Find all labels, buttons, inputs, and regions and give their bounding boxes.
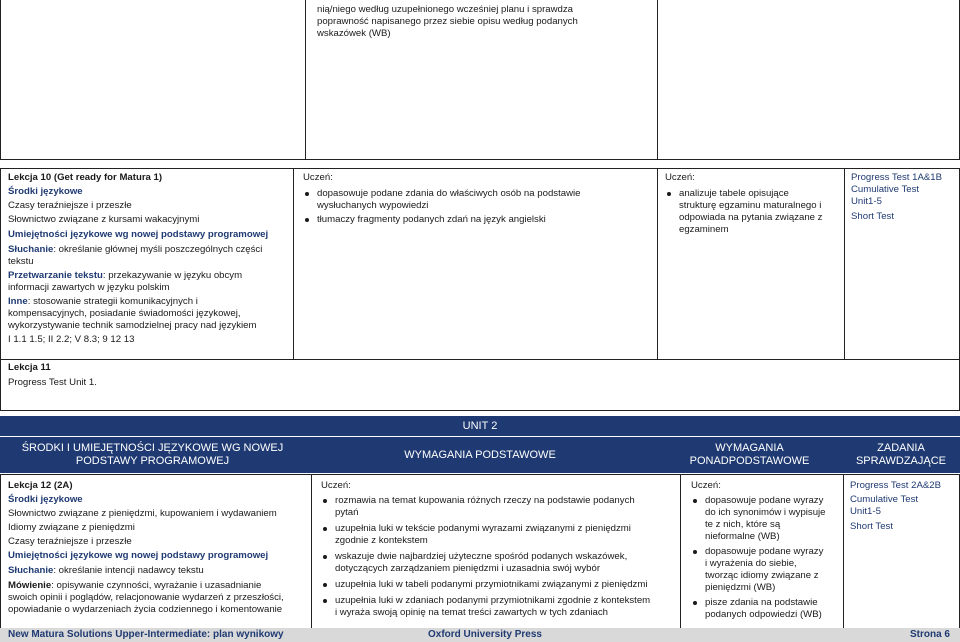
skill-label: Słuchanie [8, 565, 54, 576]
text-line: wskazówek (WB) [317, 28, 391, 39]
uczen-label: Uczeń: [321, 480, 351, 491]
lesson11-row [8, 362, 408, 389]
text-line: strukturę egzaminu maturalnego i [679, 200, 822, 211]
skill-text: kompensacyjnych, posiadanie świadomości językowej, [8, 308, 241, 319]
column-divider [293, 169, 294, 359]
text-line: dopasowuje podane wyrazy [705, 546, 824, 557]
text-line: dopasowuje podane wyrazy [705, 495, 824, 506]
header-text: PONADPODSTAWOWE [689, 455, 810, 467]
column-divider [311, 475, 312, 628]
text-line: rozmawia na temat kupowania różnych rzeczy na podstawie podanych [335, 495, 635, 506]
header-text: ŚRODKI I UMIEJĘTNOŚCI JĘZYKOWE WG NOWEJ [21, 442, 284, 454]
list-item: Słownictwo związane z kursami wakacyjnymi [8, 214, 200, 225]
list-item: Czasy teraźniejsze i przeszłe [8, 536, 132, 547]
section-heading: Środki językowe [8, 494, 83, 505]
text-line: wysłuchanych wypowiedzi [317, 200, 429, 211]
column-divider [844, 169, 845, 359]
text-line: nieformalne (WB) [705, 531, 780, 542]
lesson-text: Progress Test Unit 1. [8, 377, 97, 388]
lesson10-basic-requirements [303, 172, 653, 226]
text-line: egzaminem [679, 224, 729, 235]
task-item: Cumulative Test [850, 494, 919, 505]
column-divider [657, 0, 658, 159]
row-divider [1, 359, 959, 360]
top-table-fragment [0, 0, 960, 160]
section-heading: Środki językowe [8, 186, 83, 197]
list-item [321, 595, 677, 619]
skill-text: tekstu [8, 256, 34, 267]
list-item [321, 523, 677, 547]
section-heading: Umiejętności językowe wg nowej podstawy programowej [8, 550, 269, 561]
text-line: pisze zdania na podstawie [705, 597, 818, 608]
column-divider [657, 169, 658, 359]
section-heading: Umiejętności językowe wg nowej podstawy programowej [8, 229, 269, 240]
column-divider [843, 475, 844, 628]
skill-label: Słuchanie [8, 244, 54, 255]
table-header-row [0, 437, 960, 473]
list-item: Idiomy związane z pieniędzmi [8, 522, 135, 533]
task-item: Progress Test 1A&1B [851, 172, 943, 183]
list-item [691, 597, 841, 621]
skill-listening [8, 244, 290, 256]
text-line: odpowiada na pytania związane z [679, 212, 823, 223]
header-text: SPRAWDZAJĄCE [855, 455, 947, 467]
list-item [691, 546, 841, 594]
lesson-title: Lekcja 11 [8, 362, 51, 373]
lesson10-advanced-requirements [665, 172, 841, 236]
text-line: te z nich, które są [705, 519, 781, 530]
header-cell [1, 437, 304, 473]
unit-banner [0, 416, 960, 436]
list-item: Czasy teraźniejsze i przeszłe [8, 200, 132, 211]
footer-title: New Matura Solutions Upper-Intermediate: plan wynikowy [8, 629, 284, 640]
header-text: PODSTAWY PROGRAMOWEJ [75, 455, 230, 467]
skill-text: : opisywanie czynności, wyrażanie i uzasadnianie [51, 580, 262, 591]
curriculum-codes: I 1.1 1.5; II 2.2; V 8.3; 9 12 13 [8, 334, 135, 345]
skill-text: wykorzystywanie technik samodzielnej pracy nad językiem [8, 320, 257, 331]
lesson-title: Lekcja 10 (Get ready for Matura 1) [8, 172, 163, 183]
text-line: poprawność napisanego przez siebie opisu według podanych [317, 16, 578, 27]
uczen-label: Uczeń: [665, 172, 695, 183]
top-fragment-text [317, 4, 578, 40]
text-line: uzupełnia luki w tekście podanymi wyrazami związanymi z pieniędzmi [335, 523, 631, 534]
skill-speaking [8, 580, 308, 592]
requirements-list [691, 495, 841, 621]
footer-publisher: Oxford University Press [428, 629, 542, 640]
requirements-list [665, 188, 841, 236]
task-item: Unit1-5 [851, 196, 882, 207]
skill-other [8, 296, 290, 308]
text-line: podanych odpowiedzi (WB) [705, 609, 822, 620]
skill-label: Inne [8, 296, 28, 307]
task-item: Short Test [851, 211, 895, 222]
header-cell [304, 437, 656, 473]
header-text: ZADANIA [877, 442, 925, 454]
list-item [321, 551, 677, 575]
skill-text: swoich opinii i poglądów, relacjonowanie wydarzeń z przeszłości, [8, 592, 284, 603]
lesson12-tasks [850, 480, 958, 533]
text-line: dopasowuje podane zdania do właściwych osób na podstawie [317, 188, 581, 199]
lesson12-content-cell [8, 480, 308, 616]
text-line: i wyraża swoją opinię na temat treści zawartych w tych zdaniach [335, 607, 609, 618]
list-item [321, 495, 677, 519]
skill-text: : przekazywanie w języku obcym [102, 270, 243, 281]
text-line: tłumaczy fragmenty podanych zdań na język angielski [317, 214, 546, 225]
text-line: nią/niego według uzupełnionego wcześniej planu i sprawdza [317, 4, 574, 15]
task-item: Cumulative Test [851, 184, 920, 195]
skill-mediation [8, 270, 290, 282]
unit-title: UNIT 2 [462, 420, 498, 432]
text-line: uzupełnia luki w tabeli podanymi przymiotnikami związanymi z pieniędzmi [335, 579, 648, 590]
text-line: pieniędzmi (WB) [705, 582, 776, 593]
text-line: tworząc idiomy związane z [705, 570, 819, 581]
list-item: Słownictwo związane z pieniędzmi, kupowaniem i wydawaniem [8, 508, 277, 519]
header-cell [656, 437, 843, 473]
lesson12-advanced-requirements [691, 480, 841, 621]
text-line: zgodnie z kontekstem [335, 535, 428, 546]
skill-text: informacji zawartych w języku polskim [8, 282, 170, 293]
text-line: i wyrażenia do siebie, [705, 558, 797, 569]
lesson12-table [0, 474, 960, 628]
text-line: pytań [335, 507, 359, 518]
column-divider [305, 0, 306, 159]
task-item: Short Test [850, 521, 894, 532]
list-item [321, 579, 677, 591]
list-item [303, 188, 653, 212]
uczen-label: Uczeń: [691, 480, 721, 491]
list-item [303, 214, 653, 226]
requirements-list [303, 188, 653, 226]
text-line: wskazuje dwie najbardziej użyteczne spośród podanych wskazówek, [335, 551, 628, 562]
skill-text: opowiadanie o wydarzeniach życia codziennego i komentowanie [8, 604, 283, 615]
lesson12-basic-requirements [321, 480, 677, 619]
list-item [665, 188, 841, 236]
skill-text: : stosowanie strategii komunikacyjnych i [27, 296, 198, 307]
skill-text: : określanie głównej myśli poszczególnych części [53, 244, 263, 255]
uczen-label: Uczeń: [303, 172, 333, 183]
task-item: Unit1-5 [850, 506, 881, 517]
text-line: do ich synonimów i wypisuje [705, 507, 826, 518]
column-divider [680, 475, 681, 628]
text-line: uzupełnia luki w zdaniach podanymi przymiotnikami zgodnie z kontekstem [335, 595, 651, 606]
skill-listening [8, 565, 308, 577]
lesson-title: Lekcja 12 (2A) [8, 480, 73, 491]
page-footer [0, 628, 960, 642]
skill-label: Mówienie [8, 580, 52, 591]
list-item [691, 495, 841, 543]
lesson10-table [0, 168, 960, 411]
text-line: dotyczących zarządzaniem pieniędzmi i uzasadnia swój wybór [335, 563, 601, 574]
header-text: WYMAGANIA PODSTAWOWE [404, 448, 556, 461]
skill-label: Przetwarzanie tekstu [8, 270, 103, 281]
lesson10-content-cell [8, 172, 290, 346]
task-item: Progress Test 2A&2B [850, 480, 942, 491]
requirements-list [321, 495, 677, 619]
header-cell [843, 437, 959, 473]
skill-text: : określanie intencji nadawcy tekstu [53, 565, 204, 576]
header-text: WYMAGANIA [715, 442, 784, 454]
text-line: analizuje tabele opisujące [679, 188, 789, 199]
footer-page-number: Strona 6 [909, 629, 950, 640]
lesson10-tasks [851, 172, 959, 223]
